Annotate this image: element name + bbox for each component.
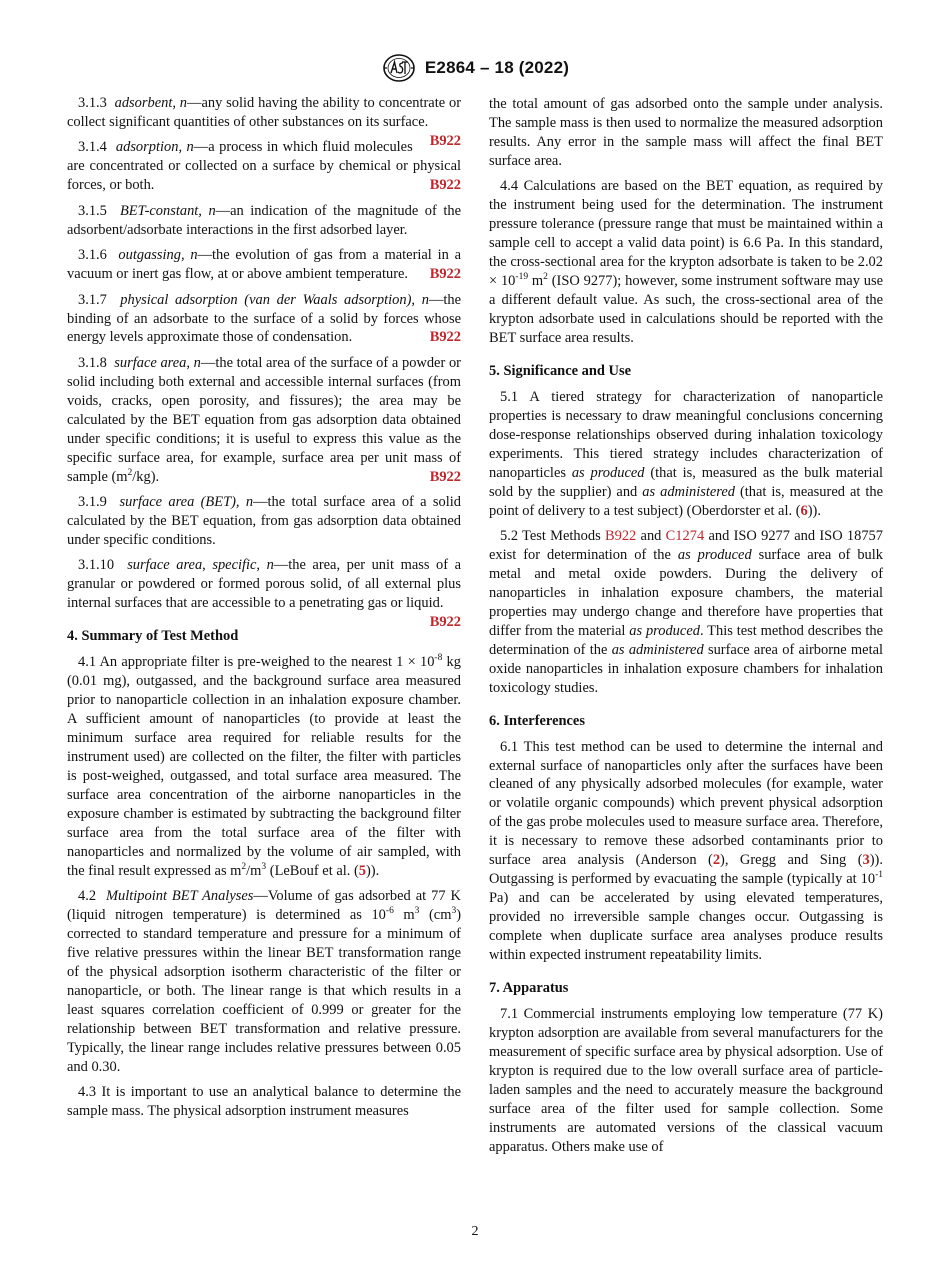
definition-3-1-5: 3.1.5 BET-constant, n—an indication of the magnitude of the adsorbent/adsorbate interactions in the first adsorbed layer.	[67, 202, 462, 238]
ref-link-c1274[interactable]: C1274	[665, 528, 705, 545]
ref-link-b922[interactable]: B922	[429, 266, 461, 283]
paragraph-4-3: 4.3 It is important to use an analytical balance to determine the sample mass. The physical adsorption instrument measures	[67, 1084, 461, 1120]
section-heading-5: 5. Significance and Use	[489, 362, 631, 379]
section-heading-6: 6. Interferences	[489, 712, 585, 729]
definition-3-1-9: 3.1.9 surface area (BET), n—the total surface area of a solid calculated by the BET equation, from gas adsorption data obtained under specific conditions.	[67, 494, 461, 549]
paragraph-6-1: 6.1 This test method can be used to determine the internal and external surface of nanoparticles only after the surfaces have been cleaned of any physically adsorbed molecules (for example, water or volatile organic compounds) which prevent physical adsorption of the gas probe molecules used to measure surface area. Therefore, it is necessary to remove these adsorbed contaminants prior to surface area analysis (Anderson (2), Gregg and Sing (3)). Outgassing is performed by evacuating the sample (typically at $10^{-1}$ Pa) and can be accelerated by using elevated temperatures, provided no irreversible sample changes occur. Outgassing is complete when duplicate surface area analyses produce results within expected instrument repeatability limits.	[489, 738, 883, 964]
definition-3-1-10: 3.1.10 surface area, specific, n—the area, per unit mass of a granular or powdered or formed porous solid, of all external plus internal surfaces that are accessible to a penetrating gas or liquid. B922	[67, 557, 461, 631]
standard-designation: E2864 – 18 (2022)	[424, 58, 570, 77]
paragraph-4-2: 4.2 Multipoint BET Analyses—Volume of gas adsorbed at 77 K (liquid nitrogen temperature) is determined as $10^{-6}$ $m^3$ $(cm^3)$ corrected to standard temperature and pressure for a minimum of five relative pressures within the linear BET transformation range of the physical adsorption isotherm characteristic of the filter or nanoparticle, or both. The linear range is that which results in a least squares correlation coefficient of 0.999 or greater for the relationship between BET transformation and relative pressure. Typically, the linear range includes relative pressures between 0.05 and 0.30.	[67, 888, 461, 1075]
astm-logo-icon	[381, 53, 417, 83]
definition-3-1-7: 3.1.7 physical adsorption (van der Waals adsorption), n—the binding of an adsorbate to the surface of a solid by forces whose energy levels approximate those of condensation. B922	[67, 291, 462, 346]
ref-link-b922[interactable]: B922	[429, 329, 461, 346]
citation-link[interactable]: 2	[712, 852, 721, 869]
ref-link-b922[interactable]: B922	[429, 177, 461, 194]
left-column	[67, 94, 461, 1128]
ref-link-b922[interactable]: B922	[429, 468, 461, 485]
page-header	[0, 53, 950, 83]
right-column	[489, 95, 883, 1163]
ref-link-b922[interactable]: B922	[429, 614, 461, 631]
section-heading-4: 4. Summary of Test Method	[67, 628, 239, 645]
citation-link[interactable]: 6	[800, 502, 808, 519]
paragraph-5-2: 5.2 Test Methods B922 and C1274 and ISO 9277 and ISO 18757 exist for determination of the as produced surface area of bulk metal and metal oxide powders. During the delivery of nanoparticles in inhalation exposure chambers, the material properties may undergo change and therefore have properties that differ from the material as produced. This test method describes the determination of the as administered surface area of airborne metal oxide nanoparticles in inhalation exposure chambers for inhalation toxicology studies.	[489, 528, 883, 696]
ref-link-b922[interactable]: B922	[429, 132, 461, 149]
paragraph-4-3-continued: the total amount of gas adsorbed onto the sample under analysis. The sample mass is then used to normalize the measured adsorption results. Any error in the sample mass will affect the final BET surface area.	[489, 96, 883, 169]
paragraph-5-1: 5.1 A tiered strategy for characterization of nanoparticle properties is necessary to draw meaningful conclusions concerning dose-response relationships observed during inhalation toxicology experiments. This tiered strategy includes characterization of nanoparticles as produced (that is, measured as the bulk material sold by the supplier) and as administered (that is, measured at the point of delivery to a test subject) (Oberdorster et al. (6)).	[489, 388, 883, 519]
paragraph-4-4: 4.4 Calculations are based on the BET equation, as required by the instrument being used for the determination. The instrument pressure tolerance (pressure range that must be maintained within a sample cell to accept a valid data point) is 6.6 Pa. In this standard, the cross-sectional area for the krypton adsorbate is taken to be $2.02 \times 10^{-19}$ $m^2$ (ISO 9277); however, some instrument software may use a different default value. As such, the cross-sectional area of the krypton adsorbate used in calculations should be reported with the BET surface area results.	[489, 178, 883, 346]
citation-link[interactable]: 3	[862, 852, 870, 869]
definition-3-1-4: 3.1.4 adsorption, n—a process in which fluid molecules are concentrated or collected on a surface by chemical or physical forces, or both. B922	[67, 139, 461, 194]
definition-3-1-6: 3.1.6 outgassing, n—the evolution of gas from a material in a vacuum or inert gas flow, at or above ambient temperature. B922	[67, 247, 461, 283]
ref-link-b922[interactable]: B922	[604, 528, 637, 545]
section-heading-7: 7. Apparatus	[489, 979, 569, 996]
paragraph-4-1: 4.1 An appropriate filter is pre-weighed to the nearest $1 \times 10^{-8}$ kg (0.01 mg), outgassed, and the background surface area measured prior to nanoparticle collection in an inhalation exposure chamber. A sufficient amount of nanoparticles (to provide at least the minimum surface area required for reliable results for the instrument used) are collected on the filter, the filter with particles is post-weighed, outgassed, and total surface area measured. The surface area concentration of the airborne nanoparticles in the exposure chamber is estimated by subtracting the background filter surface area from the total surface area of the filter with nanoparticles and normalized by the volume of air sampled, with the final result expressed as $m^2/m^3$ (LeBouf et al. (5)).	[67, 653, 461, 879]
paragraph-7-1: 7.1 Commercial instruments employing low temperature (77 K) krypton adsorption are available from several manufacturers for the measurement of specific surface area by physical adsorption. Use of krypton is required due to the low overall surface area of particle-laden samples and the need to accurately measure the background surface area of the filter used for sample collection. Some instruments are automated versions of the classical vacuum apparatus. Others make use of	[489, 1005, 883, 1155]
definition-3-1-8: 3.1.8 surface area, n—the total area of the surface of a powder or solid including both external and accessible internal surfaces (from voids, cracks, open porosity, and fissures); the area may be calculated by the BET equation from gas adsorption data obtained under specific conditions; it is useful to express this value as the specific surface area, for example, surface area per unit mass of sample $(m^2/kg)$. B922	[67, 354, 461, 485]
page-number: 2	[471, 1224, 479, 1239]
definition-3-1-3: 3.1.3 adsorbent, n—any solid having the ability to concentrate or collect significant quantities of other substances on its surface. B922	[67, 95, 462, 149]
citation-link[interactable]: 5	[358, 862, 366, 879]
